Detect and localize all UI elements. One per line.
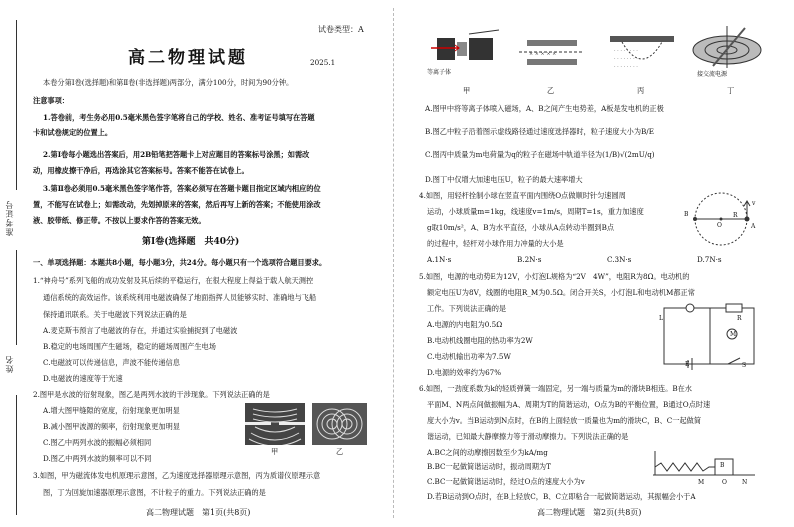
question-6-stem: 平面M、N两点间做振幅为A、周期为T的简谐运动，O点为B的平衡位置，B通过O点时速 [427, 400, 711, 409]
cyclotron-figure [687, 22, 767, 72]
question-5-stem: 工作。下列说法正确的是 [427, 304, 507, 313]
figure-label: M [698, 479, 705, 486]
question-4-stem: 运动，小球质量m=1kg，线速度v=1m/s，周期T=1s，重力加速度 [427, 207, 644, 216]
exam-date: 2025.1 [310, 58, 336, 67]
question-6-stem: 谐运动，已知最大静摩擦力等于滑动摩擦力。下列说法正确的是 [427, 432, 629, 441]
figure-note: 等离子体 [427, 69, 452, 76]
question-1-option-c: C.电磁波可以传递信息，声波不能传递信息 [43, 358, 180, 367]
figure-label: R [737, 315, 742, 322]
figure-label-jia: 甲 [463, 86, 471, 95]
question-3-stem: 图，丁为回旋加速器原理示意图，不计粒子的重力。下列说法正确的是 [43, 488, 266, 497]
figure-label-yi: 乙 [336, 447, 344, 456]
velocity-selector-figure [517, 35, 587, 70]
question-4-option-c: C.3N·s [607, 255, 632, 264]
question-1-stem: 1.“神舟号”系列飞船的成功发射及其后续的平稳运行，在很大程度上得益于载人航天测控 [33, 276, 314, 285]
figure-label: v [752, 200, 756, 207]
figure-label-bing: 丙 [637, 86, 645, 95]
figure-label-ding: 丁 [727, 86, 735, 95]
notice-line: 动，用橡皮擦干净后，再选涂其它答案标号。答案不能答在试卷上。 [33, 166, 249, 175]
question-6-option-b: B.BC一起做简谐运动时，振动周期为T [427, 462, 551, 471]
side-label-name: 姓名 [5, 355, 14, 373]
question-2-option-d: D.图乙中两列水波的频率可以不同 [43, 454, 152, 463]
svg-text:× × × × ×: × × × × × [529, 51, 557, 57]
question-5-option-a: A.电源的内电阻为0.5Ω [427, 320, 503, 329]
question-2-option-b: B.减小图甲波源的频率，衍射现象更加明显 [43, 422, 180, 431]
question-5-option-c: C.电动机输出功率为7.5W [427, 352, 511, 361]
figure-label: E [685, 361, 690, 368]
section-heading: 一、单项选择题：本题共8小题，每小题3分，共24分。每小题只有一个选项符合题目要求。 [33, 258, 327, 267]
question-4-option-d: D.7N·s [697, 255, 722, 264]
question-1-stem: 通信系统的高效运作。该系统利用电磁波确保了地面指挥人员能够实时、准确地与飞船 [43, 293, 317, 302]
figure-label: R [733, 212, 738, 219]
svg-text:· · · · · · · ·: · · · · · · · · [614, 48, 638, 54]
question-3-option-b: B.图乙中粒子沿着图示虚线路径通过速度选择器时，粒子速度大小为B/E [425, 127, 654, 136]
notice-line: 置，不能写在试卷上；如需改动，先划掉原来的答案，然后再写上新的答案；不能使用涂改 [33, 200, 321, 209]
question-5-stem: 额定电压U为8V，线圈的电阻R_M为0.5Ω。闭合开关S，小灯泡L和电动机M都正常 [427, 288, 695, 297]
page-2 [397, 0, 794, 527]
notice-line: 3.第Ⅱ卷必须用0.5毫米黑色签字笔作答，答案必须写在答题卡题目指定区域内相应的位 [43, 184, 321, 193]
spring-oscillator-figure [649, 447, 759, 481]
question-3-option-a: A.图甲中将等离子体喷入磁场，A、B之间产生电势差，A板是发电机的正极 [425, 104, 664, 113]
notice-line: 1.答卷前，考生务必用0.5毫米黑色签字笔将自己的学校、姓名、准考证号填写在答题 [43, 113, 315, 122]
binding-line [16, 250, 17, 345]
figure-label: B [720, 462, 725, 469]
side-label-exam-id: 准考证号 [5, 200, 14, 236]
mass-spectrometer-figure [602, 28, 682, 76]
question-2-option-a: A.增大图甲缝隙的宽度，衍射现象更加明显 [43, 406, 180, 415]
page-title: 高二物理试题 [128, 48, 248, 68]
circuit-figure [650, 300, 768, 372]
svg-text:· · · · · · · ·: · · · · · · · · [614, 56, 638, 62]
question-5-option-d: D.电源的效率约为67% [427, 368, 502, 377]
question-6-option-c: C.BC一起做简谐运动时，经过O点的速度大小为v [427, 477, 585, 486]
notice-line: 液、胶带纸、修正带。不按以上要求作答的答案无效。 [33, 216, 206, 225]
figure-label: L [659, 315, 663, 322]
question-1-option-a: A.麦克斯韦预言了电磁波的存在，并通过实验捕捉到了电磁波 [43, 326, 238, 335]
figure-label: M [730, 331, 737, 338]
question-4-stem: g取10m/s²，A、B为水平直径，小球从A点转动半圈到B点 [427, 223, 615, 232]
svg-text:· · · · · · · ·: · · · · · · · · [614, 64, 638, 70]
question-5-stem: 5.如图，电源的电动势E为12V，小灯泡L规格为“2V 4W”，电阻R为8Ω。电动机的 [419, 272, 690, 281]
question-1-option-b: B.稳定的电场周围产生磁场，稳定的磁场周围产生电场 [43, 342, 216, 351]
question-6-stem: 6.如图，一劲度系数为k的轻质弹簧一端固定，另一端与质量为m的滑块B相连。B在水 [419, 384, 692, 393]
interference-figure [312, 403, 367, 445]
circular-motion-figure [685, 188, 757, 250]
figure-label: S [742, 362, 747, 369]
figure-label: O [717, 222, 722, 229]
question-2-option-c: C.图乙中两列水波的振幅必须相同 [43, 438, 152, 447]
part-title: 第Ⅰ卷(选择题 共40分) [142, 237, 240, 247]
question-4-option-b: B.2N·s [517, 255, 542, 264]
page-footer: 高二物理试题 第1页(共8页) [146, 508, 251, 517]
question-3-option-c: C.图丙中质量为m电荷量为q的粒子在磁场中轨道半径为(1/B)√(2mU/q) [425, 150, 655, 159]
question-4-stem: 的过程中，轻杆对小球作用力冲量的大小是 [427, 239, 564, 248]
question-1-option-d: D.电磁波的速度等于光速 [43, 374, 123, 383]
page-divider [393, 8, 394, 518]
question-4-option-a: A.1N·s [427, 255, 452, 264]
figure-label: O [722, 479, 727, 486]
question-6-stem: 度大小为v。当B运动到N点时，在B的上面轻放一质量也为m的滑块C，B、C一起做简 [427, 416, 702, 425]
figure-note: 接交流电源 [697, 71, 728, 78]
question-3-option-d: D.图丁中仅增大加速电压U，粒子的最大速率增大 [425, 175, 583, 184]
notice-line: 卡和试卷规定的位置上。 [33, 128, 113, 137]
diffraction-figure [245, 403, 305, 445]
exam-type: 试卷类型：A [318, 25, 364, 34]
question-6-option-d: D.若B运动到O点时，在B上轻放C，B、C立即粘合一起做简谐运动，其振幅会小于A [427, 492, 696, 501]
figure-label: A [751, 223, 756, 230]
question-2-stem: 2.图甲是水波的衍射现象，图乙是两列水波的干涉现象。下列说法正确的是 [33, 390, 270, 399]
question-1-stem: 保持通讯联系。关于电磁波下列说法正确的是 [43, 310, 187, 319]
question-3-stem: 3.如图，甲为磁流体发电机原理示意图，乙为速度选择器原理示意图，丙为质谱仪原理示意 [33, 471, 321, 480]
question-5-option-b: B.电动机线圈电阻的热功率为2W [427, 336, 533, 345]
notice-title: 注意事项： [33, 96, 69, 105]
page-footer: 高二物理试题 第2页(共8页) [537, 508, 642, 517]
binding-line [16, 395, 17, 515]
figure-label: B [684, 211, 689, 218]
question-6-option-a: A.BC之间的动摩擦因数至少为kA/mg [427, 448, 548, 457]
figure-label-jia: 甲 [271, 447, 279, 456]
binding-line [16, 20, 17, 190]
question-4-stem: 4.如图，用轻杆拴制小球在竖直平面内围绕O点做顺时针匀速圆周 [419, 191, 626, 200]
figure-label-yi: 乙 [547, 86, 555, 95]
notice-line: 2.第Ⅰ卷每小题选出答案后，用2B铅笔把答题卡上对应题目的答案标号涂黑；如需改 [43, 150, 310, 159]
figure-label: N [742, 479, 748, 486]
intro-text: 本卷分第Ⅰ卷(选择题)和第Ⅱ卷(非选择题)两部分，满分100分，时间为90分钟。 [43, 78, 294, 87]
